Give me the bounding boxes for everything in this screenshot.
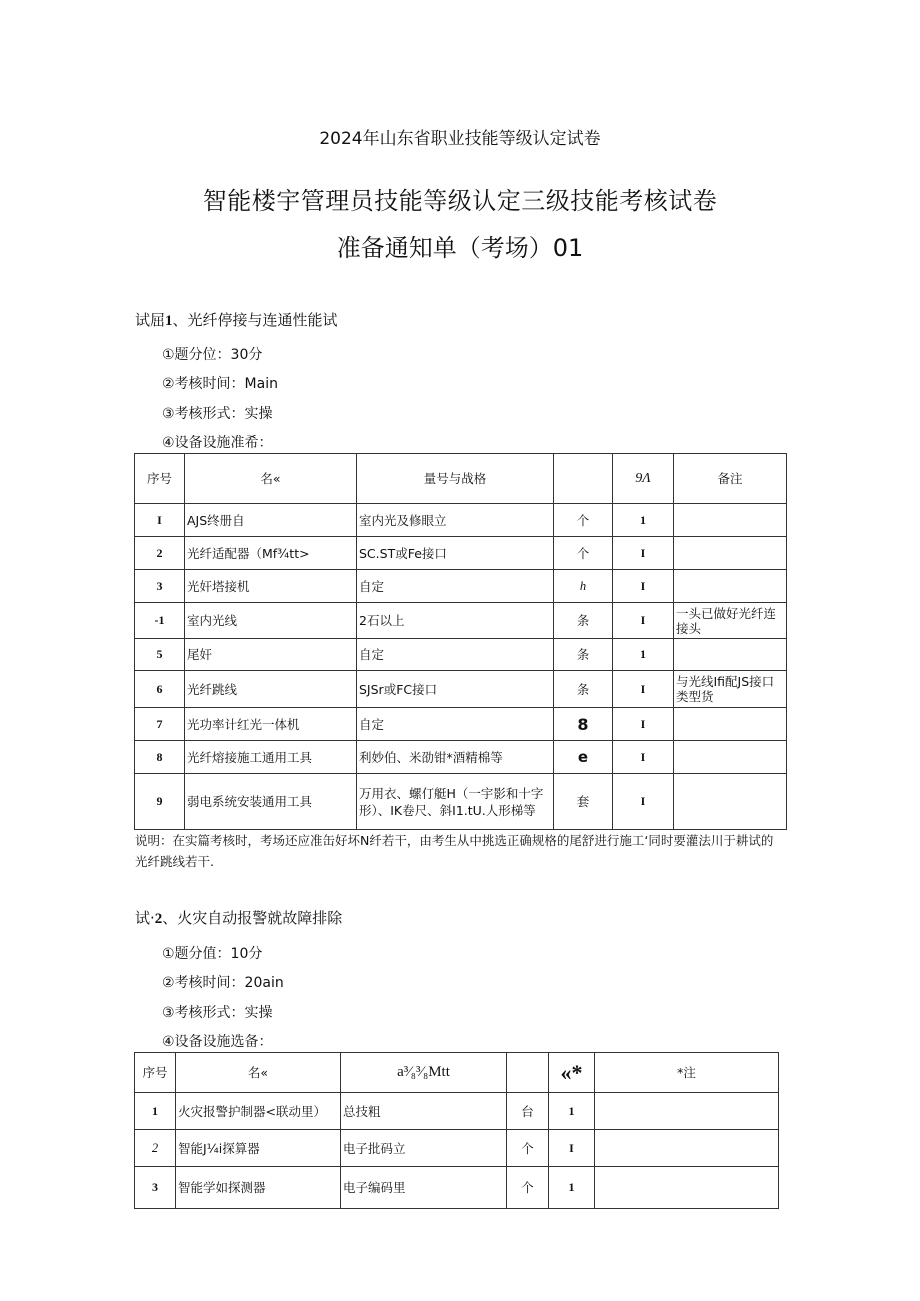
row-qty: I (613, 708, 674, 741)
row-name: 光奸塔接机 (185, 570, 357, 603)
row-spec: 自定 (357, 708, 554, 741)
row-no: 1 (135, 1093, 176, 1130)
row-unit: 条 (554, 671, 613, 708)
table-row (135, 708, 787, 741)
row-note (674, 741, 787, 774)
row-name: 弱电系统安装通用工具 (185, 774, 357, 830)
row-spec: 万用衣、螺仃艇H（一宇影和十字形）、IK卷尺、斜I1.tU.人形梯等 (357, 774, 554, 830)
row-name: 火灾报警护制器<联动里） (176, 1093, 341, 1130)
row-no: 6 (135, 671, 185, 708)
row-no: I (135, 504, 185, 537)
row-no: 2 (135, 537, 185, 570)
table-header-row (135, 454, 787, 504)
section1-explanation: 说明：在实篇考核时，考场还应准缶好坏N纤若干，由考生从中挑选正确规格的尾舒进行施工‘同时要灌法川于耕试的光纤跳线若干. (135, 833, 774, 869)
exam-main-title: 智能楼宇管理员技能等级认定三级技能考核试卷 (202, 187, 718, 215)
section2-item-form: ③考核形式：实操 (162, 1005, 273, 1021)
table-row (135, 741, 787, 774)
row-note (674, 708, 787, 741)
row-unit: 个 (554, 504, 613, 537)
row-qty: I (613, 603, 674, 639)
header-name: 名« (176, 1053, 341, 1093)
section2-item-time: ②考核时间：20ain (162, 975, 284, 991)
row-spec: 利妙伯、米劭钳*酒精棉等 (357, 741, 554, 774)
row-note (595, 1167, 779, 1209)
table-row (135, 537, 787, 570)
section1-item-equipment: ④设备设施准希： (162, 435, 273, 451)
section2-heading-pre: 试· (135, 909, 155, 927)
row-spec: 自定 (357, 570, 554, 603)
row-unit: 条 (554, 639, 613, 671)
section2-item-score: ①题分值：10分 (162, 946, 263, 962)
row-unit: h (554, 570, 613, 603)
table-header-row (135, 1053, 779, 1093)
table-row (135, 639, 787, 671)
row-no: 3 (135, 570, 185, 603)
table-row (135, 1130, 779, 1167)
row-no: 8 (135, 741, 185, 774)
row-spec: 室内光及修眼立 (357, 504, 554, 537)
row-unit: 个 (507, 1130, 549, 1167)
section1-heading (135, 309, 338, 330)
row-spec: SC.ST或Fe接口 (357, 537, 554, 570)
row-note: 与光线Ifi配JS接口类型货 (674, 671, 787, 708)
section2-heading (135, 907, 342, 928)
header-qty: «* (549, 1053, 595, 1093)
row-qty: I (613, 570, 674, 603)
equipment-table-2 (134, 1052, 779, 1209)
row-note (674, 774, 787, 830)
table-row (135, 504, 787, 537)
row-no: -1 (135, 603, 185, 639)
table-row (135, 570, 787, 603)
row-no: 5 (135, 639, 185, 671)
section1-heading-pre: 试屈 (135, 311, 166, 329)
exam-top-title: 2024年山东省职业技能等级认定试卷 (319, 129, 601, 149)
row-note (674, 639, 787, 671)
table-row (135, 774, 787, 830)
section1-item-time: ②考核时间：Main (162, 376, 278, 392)
row-note: 一头已做好光纤连接头 (674, 603, 787, 639)
row-name: 智能J¼i探算器 (176, 1130, 341, 1167)
row-unit: 8 (554, 708, 613, 741)
row-no: 3 (135, 1167, 176, 1209)
row-no: 2 (135, 1130, 176, 1167)
exam-sub-title: 准备通知单（考场）01 (336, 234, 584, 262)
table-row (135, 671, 787, 708)
row-spec: 2石以上 (357, 603, 554, 639)
header-unit (507, 1053, 549, 1093)
row-spec: 自定 (357, 639, 554, 671)
row-qty: I (613, 774, 674, 830)
table-row (135, 603, 787, 639)
row-unit: e (554, 741, 613, 774)
row-name: AJS终册自 (185, 504, 357, 537)
row-qty: 1 (613, 639, 674, 671)
row-name: 光纤适配器（Mf¾tt> (185, 537, 357, 570)
row-unit: 个 (554, 537, 613, 570)
row-unit: 条 (554, 603, 613, 639)
row-qty: 1 (549, 1167, 595, 1209)
section1-item-form: ③考核形式：实操 (162, 406, 273, 422)
row-qty: 1 (549, 1093, 595, 1130)
header-name: 名« (185, 454, 357, 504)
section1-heading-post: 、光纤停接与连通性能试 (172, 311, 338, 329)
row-note (595, 1130, 779, 1167)
row-unit: 套 (554, 774, 613, 830)
header-note: 备注 (674, 454, 787, 504)
row-note (674, 570, 787, 603)
equipment-table-1 (134, 453, 787, 830)
row-spec: 总技粗 (341, 1093, 507, 1130)
row-name: 光功率计红光一体机 (185, 708, 357, 741)
row-name: 光纤跳线 (185, 671, 357, 708)
header-no: 序号 (135, 1053, 176, 1093)
header-note: *注 (595, 1053, 779, 1093)
header-no: 序号 (135, 454, 185, 504)
header-spec: a³⁄₈³⁄₈Mtt (341, 1053, 507, 1093)
row-note (595, 1093, 779, 1130)
row-no: 7 (135, 708, 185, 741)
row-name: 室内光线 (185, 603, 357, 639)
row-spec: SJSr或FC接口 (357, 671, 554, 708)
row-spec: 电子批码立 (341, 1130, 507, 1167)
section1-item-score: ①题分位：30分 (162, 347, 263, 363)
row-note (674, 537, 787, 570)
row-name: 尾奸 (185, 639, 357, 671)
row-unit: 个 (507, 1167, 549, 1209)
row-unit: 台 (507, 1093, 549, 1130)
row-qty: 1 (613, 504, 674, 537)
row-qty: I (613, 741, 674, 774)
section2-heading-num: 2 (154, 911, 163, 927)
table-row (135, 1093, 779, 1130)
row-qty: I (613, 537, 674, 570)
row-name: 智能学如探测器 (176, 1167, 341, 1209)
section2-heading-post: 、火灾自动报警就故障排除 (162, 909, 343, 927)
row-name: 光纤熔接施工通用工具 (185, 741, 357, 774)
row-note (674, 504, 787, 537)
section2-item-equipment: ④设备设施选备： (162, 1034, 273, 1050)
row-qty: I (549, 1130, 595, 1167)
row-spec: 电子编码里 (341, 1167, 507, 1209)
section1-heading-num: 1 (165, 313, 173, 329)
table-row (135, 1167, 779, 1209)
header-qty: 9Λ (613, 454, 674, 504)
row-qty: I (613, 671, 674, 708)
row-no: 9 (135, 774, 185, 830)
header-unit (554, 454, 613, 504)
header-spec: 量号与战格 (357, 454, 554, 504)
